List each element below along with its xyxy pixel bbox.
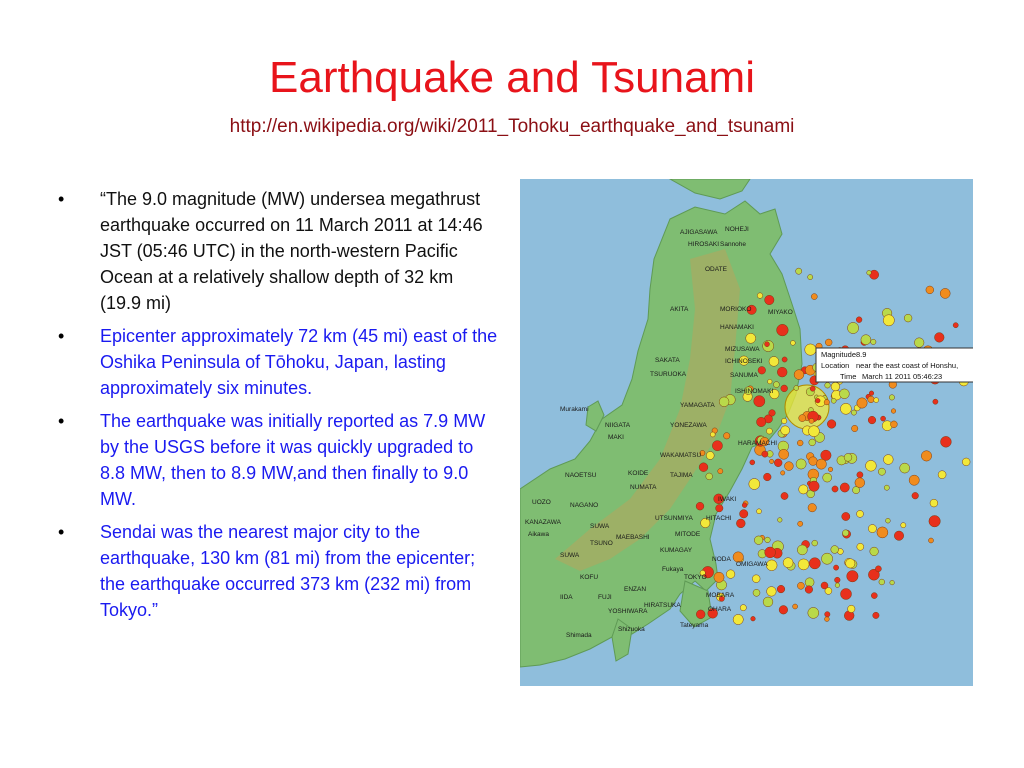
city-label: Aikawa [528, 531, 549, 538]
city-label: HIRATSUKA [644, 602, 681, 609]
city-label: YONEZAWA [670, 422, 707, 429]
city-label: TSURUOKA [650, 371, 687, 378]
aftershock-dot [894, 531, 903, 540]
aftershock-dot [783, 558, 793, 568]
info-location-label: Location [821, 361, 850, 370]
aftershock-dot [742, 503, 747, 508]
aftershock-dot [754, 396, 765, 407]
aftershock-dot [857, 510, 864, 517]
aftershock-dot [796, 459, 806, 469]
aftershock-dot [929, 516, 940, 527]
aftershock-dot [798, 521, 803, 526]
aftershock-dot [832, 486, 838, 492]
city-label: IWAKI [718, 496, 737, 503]
aftershock-dot [777, 367, 787, 377]
aftershock-dot [866, 460, 877, 471]
aftershock-dot [827, 420, 836, 429]
aftershock-dot [890, 580, 895, 585]
aftershock-dot [847, 571, 858, 582]
city-label: TSUNO [590, 540, 613, 547]
aftershock-dot [935, 333, 945, 343]
city-label: IIDA [560, 594, 573, 601]
aftershock-dot [809, 439, 816, 446]
aftershock-dot [871, 593, 877, 599]
aftershock-dot [962, 458, 970, 466]
aftershock-dot [757, 293, 763, 299]
aftershock-dot [751, 616, 756, 621]
bullet-marker: • [58, 326, 65, 346]
aftershock-dot [808, 426, 819, 437]
aftershock-dot [930, 499, 938, 507]
aftershock-dot [909, 475, 919, 485]
aftershock-dot [763, 597, 773, 607]
aftershock-dot [940, 288, 950, 298]
aftershock-dot [706, 452, 714, 460]
aftershock-dot [901, 523, 906, 528]
aftershock-dot [762, 451, 768, 457]
city-label: MIZUSAWA [725, 346, 760, 353]
aftershock-dot [861, 335, 871, 345]
aftershock-dot [868, 525, 876, 533]
aftershock-dot [904, 314, 912, 322]
aftershock-dot [799, 485, 808, 494]
aftershock-dot [797, 440, 803, 446]
city-label: MAKI [608, 434, 624, 441]
aftershock-dot [831, 398, 836, 403]
aftershock-dot [716, 505, 723, 512]
aftershock-dot [773, 382, 779, 388]
aftershock-dot [714, 572, 724, 582]
aftershock-dot [797, 582, 804, 589]
aftershock-dot [757, 509, 762, 514]
bullet-text: The earthquake was initially reported as 7.9 MW by the USGS before it was quickly upgraded to 8.8 MW, then to 8.9 MW,and then finally to 9.0 MW. [100, 411, 486, 509]
city-label: NOHEJI [725, 226, 749, 233]
aftershock-dot [740, 510, 748, 518]
aftershock-dot [808, 275, 813, 280]
aftershock-dot [746, 333, 756, 343]
aftershock-dot [696, 610, 705, 619]
aftershock-dot [757, 417, 766, 426]
city-label: HIROSAKI [688, 241, 720, 248]
city-label: NAGANO [570, 502, 599, 509]
aftershock-dot [877, 527, 888, 538]
aftershock-dot [809, 418, 814, 423]
aftershock-dot [768, 379, 773, 384]
city-label: UOZO [532, 499, 551, 506]
aftershock-dot [785, 462, 794, 471]
aftershock-dot [809, 558, 820, 569]
aftershock-dot [868, 416, 876, 424]
bullet-item [58, 519, 498, 623]
aftershock-dot [718, 469, 723, 474]
aftershock-dot [779, 606, 788, 615]
city-label: SUWA [590, 523, 610, 530]
aftershock-dot [825, 383, 831, 389]
aftershock-dot [844, 454, 852, 462]
slide-title: Earthquake and Tsunami [269, 53, 755, 102]
aftershock-dot [884, 485, 889, 490]
bullet-text: Epicenter approximately 72 km (45 mi) east of the Oshika Peninsula of Tōhoku, Japan, lasting approximately six minutes. [100, 326, 498, 398]
city-label: Shizuoka [618, 626, 645, 633]
city-label: AJIGASAWA [680, 229, 718, 236]
aftershock-dot [696, 502, 704, 510]
bullet-marker: • [58, 189, 65, 209]
aftershock-dot [816, 398, 821, 403]
city-label: Sannohe [720, 241, 747, 248]
bullet-list [58, 186, 498, 630]
aftershock-dot [765, 537, 771, 543]
aftershock-dot [848, 322, 859, 333]
aftershock-dot [791, 341, 796, 346]
city-label: MIYAKO [768, 309, 793, 316]
city-label: NIIGATA [605, 422, 631, 429]
aftershock-dot [831, 546, 839, 554]
city-label: UTSUNMIYA [655, 515, 693, 522]
city-label: NUMATA [630, 484, 657, 491]
aftershock-dot [881, 416, 886, 421]
aftershock-dot [793, 604, 798, 609]
aftershock-dot [825, 617, 830, 622]
city-label: Tateyama [680, 622, 709, 629]
aftershock-dot [852, 425, 858, 431]
aftershock-dot [857, 543, 864, 550]
aftershock-dot [736, 519, 745, 528]
info-magnitude-value: 8.9 [856, 350, 867, 359]
aftershock-dot [781, 385, 788, 392]
aftershock-dot [912, 492, 919, 499]
city-label: Shimada [566, 632, 592, 639]
aftershock-dot [883, 455, 893, 465]
bullet-item [58, 323, 498, 401]
aftershock-dot [867, 270, 872, 275]
bullet-item [58, 408, 498, 512]
aftershock-dot [779, 449, 789, 459]
city-label: WAKAMATSU [660, 452, 702, 459]
aftershock-dot [841, 589, 852, 600]
bullet-marker: • [58, 411, 65, 431]
aftershock-dot [796, 268, 802, 274]
aftershock-dot [699, 463, 708, 472]
aftershock-dot [828, 467, 833, 472]
city-label: AKITA [670, 306, 689, 313]
city-label: HANAMAKI [720, 324, 754, 331]
aftershock-dot [808, 504, 816, 512]
aftershock-dot [938, 471, 946, 479]
aftershock-dot [848, 605, 855, 612]
aftershock-dot [781, 471, 785, 475]
aftershock-dot [766, 428, 772, 434]
source-url[interactable]: http://en.wikipedia.org/wiki/2011_Tohoku_earthquake_and_tsunami [229, 116, 795, 137]
city-label: Fukaya [662, 566, 684, 573]
aftershock-dot [824, 400, 829, 405]
city-label: OMIGAWA [736, 561, 768, 568]
aftershock-dot [781, 426, 790, 435]
city-label: SANUMA [730, 372, 758, 379]
aftershock-dot [851, 410, 856, 415]
aftershock-dot [812, 540, 818, 546]
aftershock-dot [752, 575, 760, 583]
aftershock-dot [754, 536, 763, 545]
aftershock-dot [758, 367, 766, 375]
aftershock-dot [781, 492, 788, 499]
aftershock-dot [822, 553, 833, 564]
aftershock-dot [870, 547, 879, 556]
city-label: FUJI [598, 594, 612, 601]
aftershock-dot [765, 547, 776, 558]
aftershock-dot [840, 483, 849, 492]
earthquake-map [520, 179, 973, 686]
aftershock-dot [825, 339, 832, 346]
info-magnitude-label: Magnitude [821, 350, 857, 359]
aftershock-dot [921, 451, 931, 461]
aftershock-dot [834, 565, 839, 570]
aftershock-dot [706, 473, 713, 480]
quake-info-box [816, 348, 973, 382]
info-time-label: Time [840, 372, 857, 381]
city-label: KOIDE [628, 470, 649, 477]
city-label: SUWA [560, 552, 580, 559]
aftershock-dot [794, 370, 804, 380]
aftershock-dot [774, 459, 782, 467]
bullet-item [58, 186, 498, 316]
aftershock-dot [805, 344, 816, 355]
city-label: SAKATA [655, 357, 680, 364]
aftershock-dot [842, 512, 850, 520]
city-label: Murakami [560, 406, 589, 413]
aftershock-dot [765, 342, 770, 347]
aftershock-dot [873, 612, 879, 618]
aftershock-dot [874, 398, 879, 403]
city-label: KANAZAWA [525, 519, 561, 526]
aftershock-dot [808, 607, 819, 618]
aftershock-dot [797, 545, 807, 555]
aftershock-dot [816, 459, 826, 469]
aftershock-dot [953, 323, 958, 328]
aftershock-dot [875, 566, 881, 572]
city-label: MORIOKO [720, 306, 752, 313]
city-label: HARAMACHI [738, 440, 778, 447]
city-label: NAOETSU [565, 472, 597, 479]
city-label: ISHINOMAKI [735, 388, 774, 395]
aftershock-dot [929, 538, 934, 543]
city-label: OHARA [708, 606, 732, 613]
aftershock-dot [764, 473, 772, 481]
aftershock-dot [782, 357, 787, 362]
aftershock-dot [809, 481, 819, 491]
aftershock-dot [914, 338, 924, 348]
city-label: TOKYO [684, 574, 707, 581]
aftershock-dot [724, 433, 730, 439]
aftershock-dot [871, 339, 876, 344]
city-label: ENZAN [624, 586, 647, 593]
city-label: NODA [712, 556, 731, 563]
aftershock-dot [821, 582, 828, 589]
aftershock-dot [846, 559, 855, 568]
aftershock-dot [857, 472, 863, 478]
city-label: MOBARA [706, 592, 735, 599]
aftershock-dot [825, 612, 830, 617]
aftershock-dot [777, 585, 785, 593]
aftershock-dot [740, 605, 746, 611]
aftershock-dot [782, 418, 787, 423]
aftershock-dot [856, 317, 862, 323]
aftershock-dot [710, 432, 715, 437]
city-label: KOFU [580, 574, 599, 581]
bullet-text: Sendai was the nearest major city to the earthquake, 130 km (81 mi) from the epicenter; the earthquake occurred 373 km (232 mi) from Tokyo.” [100, 522, 476, 620]
bullet-text: “The 9.0 magnitude (MW) undersea megathrust earthquake occurred on 11 March 2011 at 14:46 JST (05:46 UTC) in the north-western Pacific Ocean at a relatively shallow depth of 32 km (19.9 mi) [100, 189, 483, 313]
aftershock-dot [811, 294, 817, 300]
aftershock-dot [840, 403, 851, 414]
aftershock-dot [766, 560, 777, 571]
aftershock-dot [889, 395, 894, 400]
info-time-value: March 11 2011 05:46:23 [862, 372, 943, 381]
aftershock-dot [941, 436, 952, 447]
aftershock-dot [900, 463, 910, 473]
city-label: MITODE [675, 531, 701, 538]
aftershock-dot [753, 589, 760, 596]
aftershock-dot [933, 399, 938, 404]
aftershock-dot [769, 357, 779, 367]
city-label: ODATE [705, 266, 727, 273]
aftershock-dot [857, 398, 867, 408]
aftershock-dot [798, 559, 809, 570]
aftershock-dot [765, 295, 774, 304]
aftershock-dot [840, 389, 850, 399]
aftershock-dot [749, 479, 760, 490]
aftershock-dot [835, 577, 841, 583]
city-label: TAJIMA [670, 472, 693, 479]
aftershock-dot [868, 396, 875, 403]
aftershock-dot [878, 468, 885, 475]
aftershock-dot [799, 415, 806, 422]
aftershock-dot [712, 441, 722, 451]
city-label: KUMAGAY [660, 547, 693, 554]
city-label: YOSHIWARA [608, 608, 648, 615]
aftershock-dot [769, 459, 773, 463]
aftershock-dot [750, 460, 755, 465]
aftershock-dot [835, 583, 840, 588]
aftershock-dot [726, 570, 735, 579]
city-label: YAMAGATA [680, 402, 715, 409]
map-canvas [520, 179, 973, 686]
aftershock-dot [869, 391, 874, 396]
aftershock-dot [805, 586, 813, 594]
aftershock-dot [778, 518, 783, 523]
info-location-value: near the east coast of Honshu, [856, 361, 959, 370]
aftershock-dot [842, 530, 848, 536]
city-label: ICHINOSEKI [725, 358, 763, 365]
aftershock-dot [823, 473, 832, 482]
aftershock-dot [891, 409, 896, 414]
aftershock-dot [767, 587, 777, 597]
aftershock-dot [883, 315, 894, 326]
aftershock-dot [719, 397, 729, 407]
aftershock-dot [886, 518, 891, 523]
aftershock-dot [777, 324, 789, 336]
aftershock-dot [805, 578, 814, 587]
aftershock-dot [855, 478, 865, 488]
aftershock-dot [926, 286, 934, 294]
city-label: MAEBASHI [616, 534, 650, 541]
aftershock-dot [794, 386, 799, 391]
aftershock-dot [810, 386, 815, 391]
bullet-marker: • [58, 522, 65, 542]
aftershock-dot [733, 614, 743, 624]
city-label: HITACHI [706, 515, 732, 522]
aftershock-dot [879, 579, 885, 585]
aftershock-dot [891, 421, 898, 428]
